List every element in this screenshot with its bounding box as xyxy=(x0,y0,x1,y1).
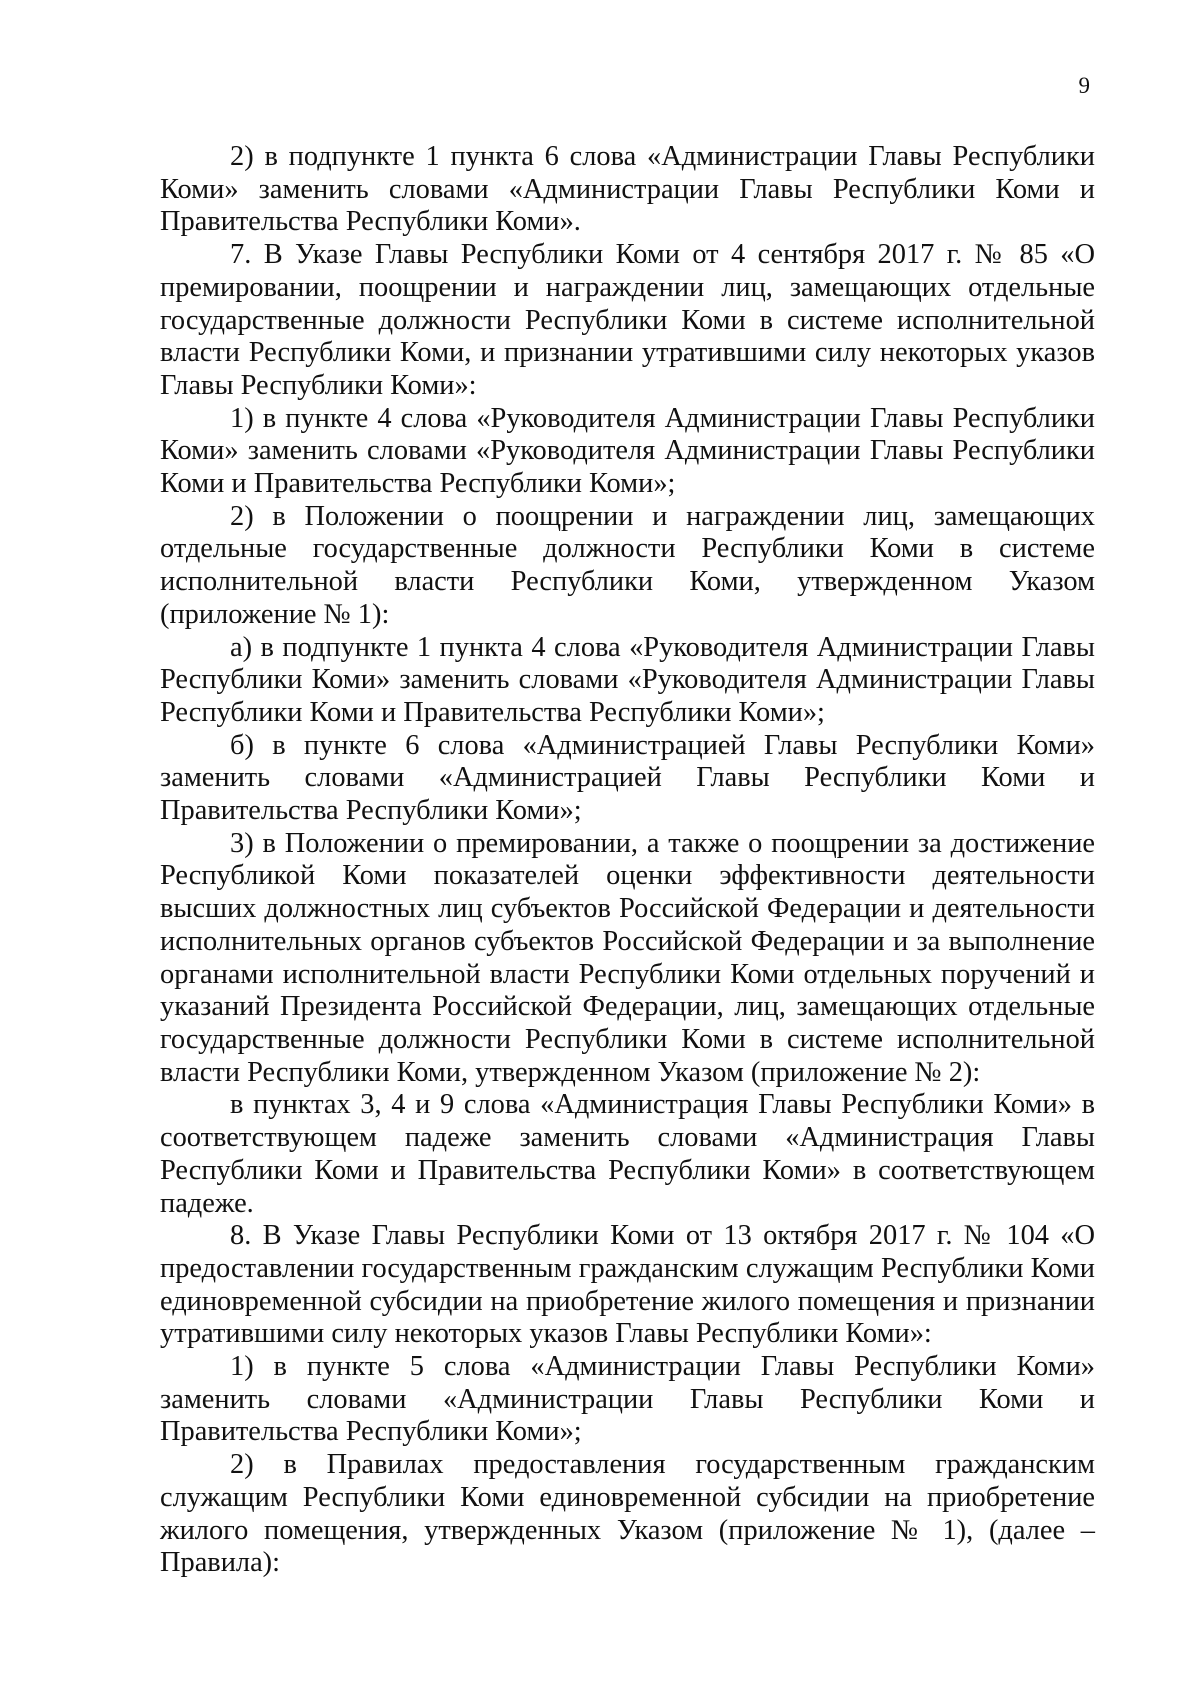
paragraph-points-3-4-9: в пунктах 3, 4 и 9 слова «Администрация Главы Республики Коми» в соответствующем падеже заменить словами «Администрация Главы Республики Коми и Правительства Республики Коми» в соответствующем падеже. xyxy=(160,1089,1095,1219)
paragraph-subitem-1-point-4: 1) в пункте 4 слова «Руководителя Администрации Главы Республики Коми» заменить словами «Руководителя Администрации Главы Республики Коми и Правительства Республики Коми»; xyxy=(160,402,1095,500)
paragraph-subitem-3-regulation-2: 3) в Положении о премировании, а также о поощрении за достижение Республикой Коми показателей оценки эффективности деятельности высших должностных лиц субъектов Российской Федерации и деятельности исполнительных органов субъектов Российской Федерации и за выполнение органами исполнительной власти Республики Коми отдельных поручений и указаний Президента Российской Федерации, лиц, замещающих отдельные государственные должности Республики Коми в системе исполнительной власти Республики Коми, утвержденном Указом (приложение № 2): xyxy=(160,827,1095,1088)
paragraph-item-8-decree-104: 8. В Указе Главы Республики Коми от 13 октября 2017 г. № 104 «О предоставлении государственным гражданским служащим Республики Коми единовременной субсидии на приобретение жилого помещения и признании утратившими силу некоторых указов Главы Республики Коми»: xyxy=(160,1220,1095,1350)
paragraph-subitem-2-regulation-1: 2) в Положении о поощрении и награждении лиц, замещающих отдельные государственные должности Республики Коми в системе исполнительной власти Республики Коми, утвержденном Указом (приложение № 1): xyxy=(160,500,1095,630)
document-body xyxy=(160,141,1095,1580)
paragraph-subitem-a: а) в подпункте 1 пункта 4 слова «Руководителя Администрации Главы Республики Коми» заменить словами «Руководителя Администрации Главы Республики Коми и Правительства Республики Коми»; xyxy=(160,631,1095,728)
paragraph-subitem-2-rules: 2) в Правилах предоставления государственным гражданским служащим Республики Коми единовременной субсидии на приобретение жилого помещения, утвержденных Указом (приложение № 1), (далее – Правила): xyxy=(160,1449,1095,1579)
paragraph-item-7-decree-85: 7. В Указе Главы Республики Коми от 4 сентября 2017 г. № 85 «О премировании, поощрении и награждении лиц, замещающих отдельные государственные должности Республики Коми в системе исполнительной власти Республики Коми, и признании утратившими силу некоторых указов Главы Республики Коми»: xyxy=(160,239,1095,401)
paragraph-subitem-2-point-6: 2) в подпункте 1 пункта 6 слова «Администрации Главы Республики Коми» заменить словами «Администрации Главы Республики Коми и Правительства Республики Коми». xyxy=(160,141,1095,238)
paragraph-subitem-1-point-5: 1) в пункте 5 слова «Администрации Главы Республики Коми» заменить словами «Администрации Главы Республики Коми и Правительства Республики Коми»; xyxy=(160,1351,1095,1448)
paragraph-subitem-b: б) в пункте 6 слова «Администрацией Главы Республики Коми» заменить словами «Администрацией Главы Республики Коми и Правительства Республики Коми»; xyxy=(160,729,1095,827)
page-number: 9 xyxy=(1078,73,1090,98)
